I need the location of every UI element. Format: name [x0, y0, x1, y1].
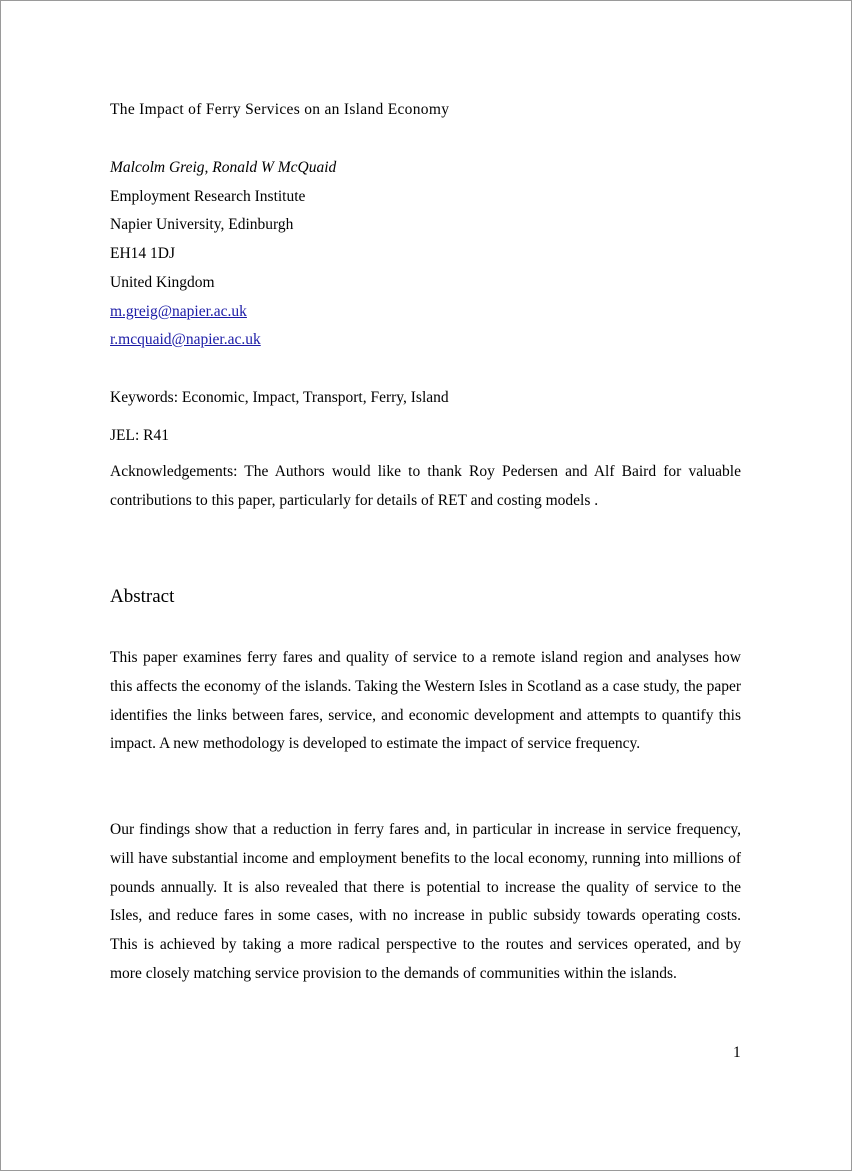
university: Napier University, Edinburgh: [110, 216, 294, 233]
abstract-paragraph-1: This paper examines ferry fares and quality of service to a remote island region and analyses how this affects the economy of the islands. Taking the Western Isles in Scotland as a case study, the paper identifies the links between fares, service, and economic development and attempts to quantify this impact. A new methodology is developed to estimate the impact of service frequency.: [110, 649, 741, 753]
keywords: Keywords: Economic, Impact, Transport, Ferry, Island: [110, 389, 449, 406]
acknowledgements: Acknowledgements: The Authors would like to thank Roy Pedersen and Alf Baird for valuable contributions to this paper, particularly for details of RET and costing models .: [110, 463, 741, 509]
abstract-paragraph-2: Our findings show that a reduction in ferry fares and, in particular in increase in service frequency, will have substantial income and employment benefits to the local economy, running into millions of pounds annually. It is also revealed that there is potential to increase the quality of service to the Isles, and reduce fares in some cases, with no increase in public subsidy towards operating costs. This is achieved by taking a more radical perspective to the routes and services operated, and by more closely matching service provision to the demands of communities within the islands.: [110, 821, 741, 982]
authors: Malcolm Greig, Ronald W McQuaid: [110, 159, 337, 176]
abstract-heading: Abstract: [110, 586, 175, 607]
postcode: EH14 1DJ: [110, 245, 176, 262]
paper-title: The Impact of Ferry Services on an Island Economy: [110, 101, 450, 118]
page-number: 1: [733, 1044, 741, 1061]
country: United Kingdom: [110, 274, 215, 291]
affiliation: Employment Research Institute: [110, 188, 306, 205]
email-link-mcquaid[interactable]: r.mcquaid@napier.ac.uk: [110, 331, 261, 348]
email-link-greig[interactable]: m.greig@napier.ac.uk: [110, 303, 247, 320]
jel-code: JEL: R41: [110, 427, 169, 444]
